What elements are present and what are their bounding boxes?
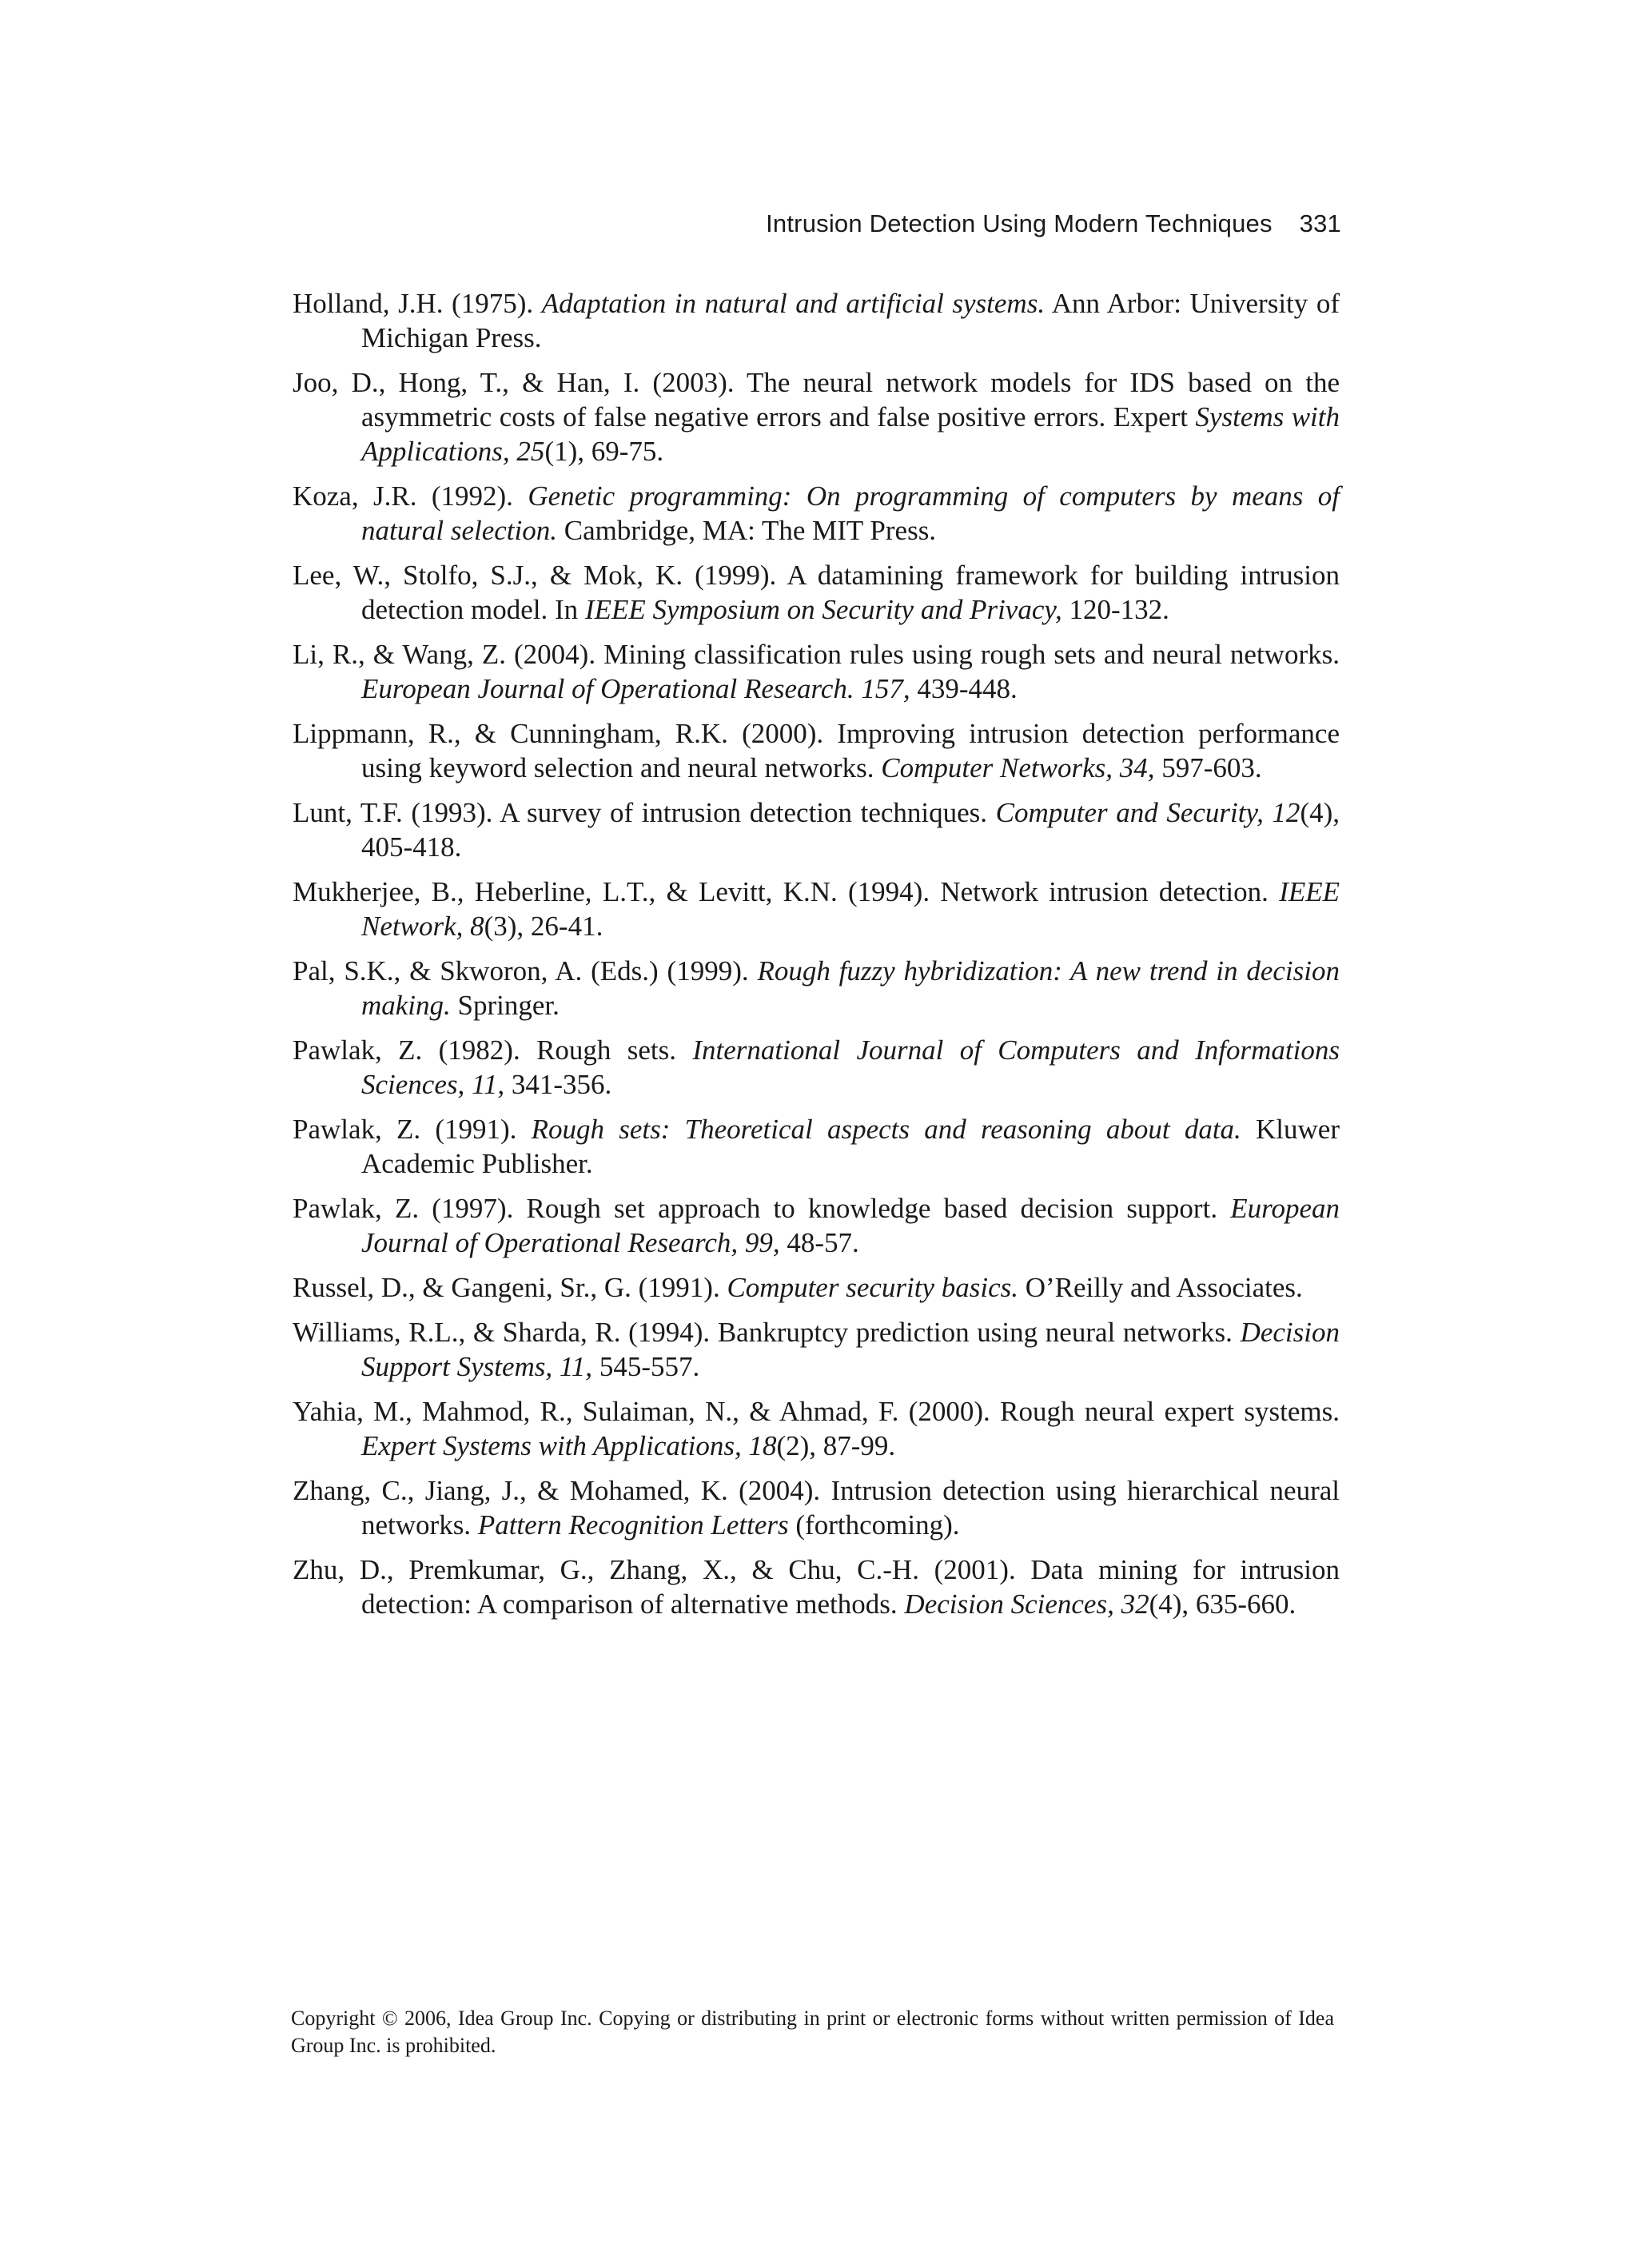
reference-text: 48-57. xyxy=(779,1227,859,1258)
reference-text: (3), 26-41. xyxy=(484,911,603,942)
reference-italic-text: Pattern Recognition Letters xyxy=(477,1509,789,1541)
reference-text: Pawlak, Z. (1991). xyxy=(293,1114,532,1145)
reference-text: Holland, J.H. (1975). xyxy=(293,288,542,319)
reference-entry xyxy=(293,365,1340,468)
reference-text: Yahia, M., Mahmod, R., Sulaiman, N., & Ahmad, F. (2000). Rough neural expert systems. xyxy=(293,1396,1340,1427)
reference-italic-text: Systems with Applications, 25 xyxy=(361,401,1340,467)
reference-italic-text: Computer and Security, 12 xyxy=(995,797,1300,828)
reference-italic-text: European Journal of Operational Research. 157, xyxy=(361,673,910,704)
reference-entry xyxy=(293,1191,1340,1260)
reference-entry xyxy=(293,1112,1340,1181)
reference-entry xyxy=(293,1315,1340,1384)
reference-italic-text: Decision Support Systems, 11, xyxy=(361,1317,1340,1382)
reference-entry xyxy=(293,1270,1340,1305)
reference-entry xyxy=(293,1033,1340,1102)
reference-text: Cambridge, MA: The MIT Press. xyxy=(556,515,937,546)
reference-italic-text: European Journal of Operational Research, 99, xyxy=(361,1193,1340,1258)
reference-text: O’Reilly and Associates. xyxy=(1018,1272,1303,1303)
reference-text: 120-132. xyxy=(1061,594,1169,625)
reference-entry xyxy=(293,1394,1340,1463)
reference-text: Zhu, D., Premkumar, G., Zhang, X., & Chu, C.-H. (2001). Data mining for intrusion detection: A comparison of alternative methods. xyxy=(293,1554,1340,1620)
reference-text: Zhang, C., Jiang, J., & Mohamed, K. (2004). Intrusion detection using hierarchical neural networks. xyxy=(293,1475,1340,1541)
reference-text: Lippmann, R., & Cunningham, R.K. (2000). Improving intrusion detection performance using keyword selection and neural networks. xyxy=(293,718,1340,783)
reference-text: Mukherjee, B., Heberline, L.T., & Levitt, K.N. (1994). Network intrusion detection. xyxy=(293,876,1280,907)
copyright-footer: Copyright © 2006, Idea Group Inc. Copying or distributing in print or electronic forms without written permission of Idea Group Inc. is prohibited. xyxy=(291,2007,1334,2057)
reference-text: Williams, R.L., & Sharda, R. (1994). Bankruptcy prediction using neural networks. xyxy=(293,1317,1241,1348)
reference-italic-text: Expert Systems with Applications, 18 xyxy=(361,1430,777,1461)
reference-entry xyxy=(293,875,1340,943)
reference-entry xyxy=(293,716,1340,785)
reference-text: Pawlak, Z. (1982). Rough sets. xyxy=(293,1034,693,1066)
reference-italic-text: Rough sets: Theoretical aspects and reasoning about data. xyxy=(531,1114,1241,1145)
running-head-title: Intrusion Detection Using Modern Techniques xyxy=(766,209,1273,237)
reference-text: Ann Arbor: University of Michigan Press. xyxy=(361,288,1340,353)
reference-italic-text: Rough fuzzy hybridization: A new trend in decision making. xyxy=(361,955,1340,1021)
reference-text: Kluwer Academic Publisher. xyxy=(361,1114,1340,1179)
reference-italic-text: IEEE Symposium on Security and Privacy, xyxy=(584,594,1062,625)
reference-text: Springer. xyxy=(450,990,560,1021)
reference-text: 439-448. xyxy=(910,673,1018,704)
reference-text: Pal, S.K., & Skworon, A. (Eds.) (1999). xyxy=(293,955,758,987)
reference-text: Joo, D., Hong, T., & Han, I. (2003). The neural network models for IDS based on the asymmetric costs of false negative errors and false positive errors. Expert xyxy=(293,367,1340,432)
reference-italic-text: Computer Networks, 34, xyxy=(881,752,1155,783)
reference-text: Lee, W., Stolfo, S.J., & Mok, K. (1999). A datamining framework for building intrusion detection model. In xyxy=(293,560,1340,625)
reference-entry xyxy=(293,795,1340,864)
reference-entry xyxy=(293,954,1340,1022)
running-head xyxy=(766,209,1341,238)
reference-text: 545-557. xyxy=(592,1351,700,1382)
reference-italic-text: IEEE Network, 8 xyxy=(361,876,1340,942)
reference-text: (2), 87-99. xyxy=(776,1430,896,1461)
reference-text: Russel, D., & Gangeni, Sr., G. (1991). xyxy=(293,1272,727,1303)
reference-entry xyxy=(293,1473,1340,1542)
reference-text: (forthcoming). xyxy=(788,1509,960,1541)
reference-text: (4), 635-660. xyxy=(1149,1588,1296,1620)
reference-italic-text: Genetic programming: On programming of computers by means of natural selection. xyxy=(361,480,1340,546)
reference-italic-text: Decision Sciences, 32 xyxy=(904,1588,1149,1620)
reference-text: 597-603. xyxy=(1154,752,1262,783)
reference-text: Li, R., & Wang, Z. (2004). Mining classification rules using rough sets and neural networks. xyxy=(293,639,1340,670)
reference-entry xyxy=(293,637,1340,706)
reference-italic-text: Computer security basics. xyxy=(727,1272,1018,1303)
reference-entry xyxy=(293,1553,1340,1621)
reference-text: Koza, J.R. (1992). xyxy=(293,480,528,512)
reference-text: (1), 69-75. xyxy=(544,436,664,467)
reference-text: (4), 405-418. xyxy=(361,797,1340,863)
reference-italic-text: Adaptation in natural and artificial systems. xyxy=(541,288,1046,319)
reference-text: Lunt, T.F. (1993). A survey of intrusion detection techniques. xyxy=(293,797,996,828)
reference-text: Pawlak, Z. (1997). Rough set approach to knowledge based decision support. xyxy=(293,1193,1231,1224)
reference-entry xyxy=(293,558,1340,627)
reference-entry xyxy=(293,286,1340,355)
reference-list xyxy=(293,286,1340,1632)
reference-text: 341-356. xyxy=(504,1069,612,1100)
page-number: 331 xyxy=(1299,209,1341,237)
reference-italic-text: International Journal of Computers and Informations Sciences, 11, xyxy=(361,1034,1340,1100)
reference-entry xyxy=(293,479,1340,548)
